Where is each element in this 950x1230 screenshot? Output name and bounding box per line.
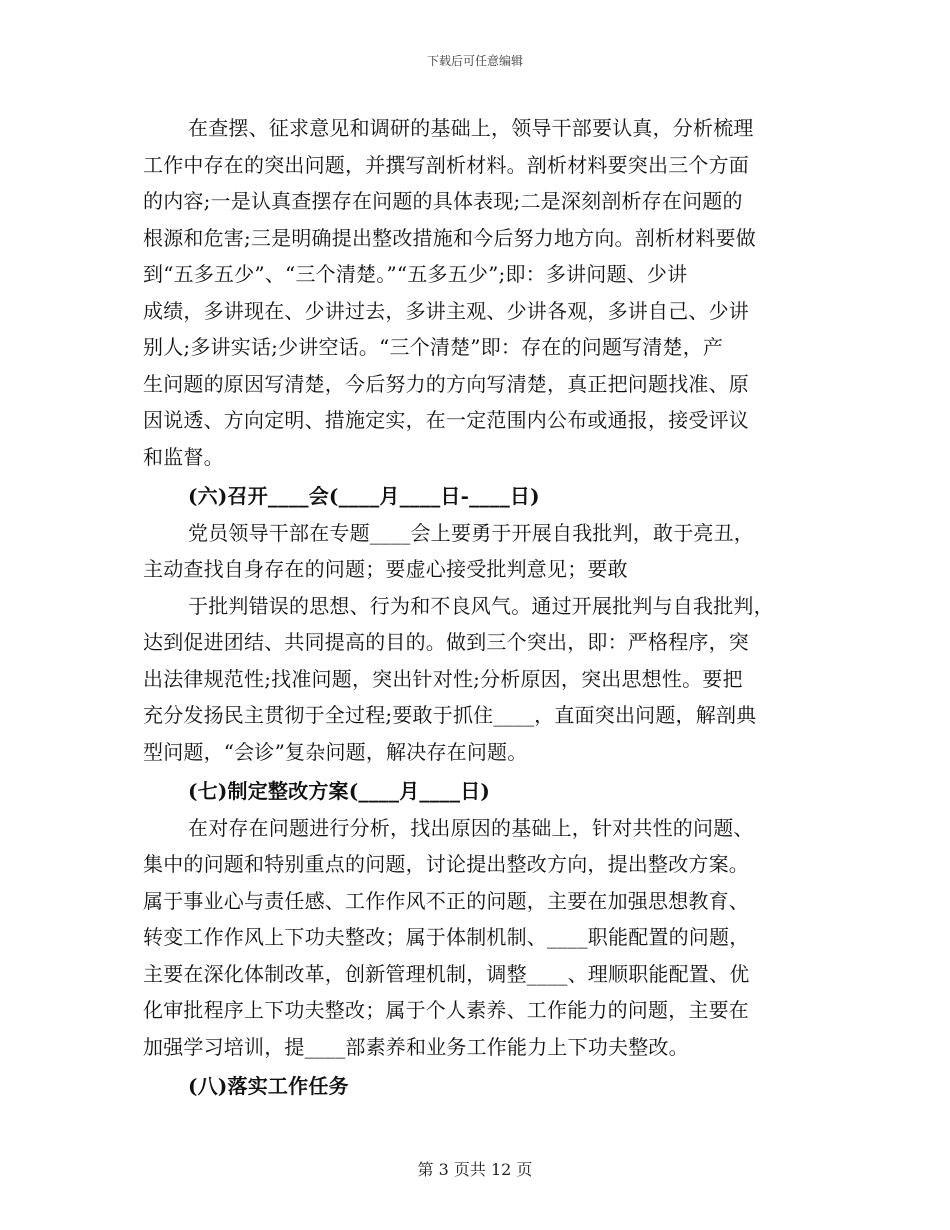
paragraph-line: 充分发扬民主贯彻于全过程;要敢于抓住____，直面突出问题，解剖典 bbox=[143, 703, 757, 727]
paragraph-line: 出法律规范性;找准问题，突出针对性;分析原因，突出思想性。要把 bbox=[143, 666, 743, 691]
document-body bbox=[143, 110, 803, 1105]
paragraph-line: 到“五多五少”、“三个清楚。”“五多五少”;即：多讲问题、少讲 bbox=[143, 262, 688, 286]
section-heading: (八)落实工作任务 bbox=[188, 1074, 349, 1098]
paragraph-line: 生问题的原因写清楚，今后努力的方向写清楚，真正把问题找准、原 bbox=[143, 371, 749, 396]
paragraph-line: 别人;多讲实话;少讲空话。“三个清楚”即：存在的问题写清楚，产 bbox=[143, 335, 724, 359]
section-heading: (六)召开____会(____月____日-____日) bbox=[188, 484, 540, 508]
paragraph-line: 因说透、方向定明、措施定实，在一定范围内公布或通报，接受评议 bbox=[143, 408, 749, 432]
paragraph-line: 主要在深化体制改革，创新管理机制，调整____、理顺职能配置、优 bbox=[143, 961, 750, 986]
paragraph-line: 和监督。 bbox=[143, 444, 224, 469]
page-header: 下载后可任意编辑 bbox=[426, 54, 523, 68]
paragraph-line: 加强学习培训，提____部素养和业务工作能力上下功夫整改。 bbox=[143, 1034, 689, 1059]
section-heading: (七)制定整改方案(____月____日) bbox=[188, 779, 491, 803]
paragraph-line: 属于事业心与责任感、工作作风不正的问题，主要在加强思想教育、 bbox=[143, 888, 749, 913]
paragraph-line: 工作中存在的突出问题，并撰写剖析材料。剖析材料要突出三个方面 bbox=[143, 152, 749, 177]
paragraph-line: 的内容;一是认真查摆存在问题的具体表现;二是深刻剖析存在问题的 bbox=[143, 189, 743, 213]
paragraph-line: 成绩，多讲现在、少讲过去，多讲主观、少讲各观，多讲自己、少讲 bbox=[143, 298, 749, 323]
paragraph-line: 根源和危害;三是明确提出整改措施和今后努力地方向。剖析材料要做 bbox=[143, 225, 756, 250]
paragraph-line: 在对存在问题进行分析，找出原因的基础上，针对共性的问题、 bbox=[188, 815, 754, 840]
paragraph-line: 于批判错误的思想、行为和不良风气。通过开展批判与自我批判， bbox=[188, 593, 774, 618]
paragraph-line: 转变工作作风上下功夫整改；属于体制机制、____职能配置的问题， bbox=[143, 925, 750, 949]
paragraph-line: 党员领导干部在专题____会上要勇于开展自我批判，敢于亮丑， bbox=[188, 520, 754, 545]
page-footer: 第 3 页共 12 页 bbox=[417, 1160, 533, 1179]
paragraph-line: 化审批程序上下功夫整改；属于个人素养、工作能力的问题，主要在 bbox=[143, 998, 749, 1022]
paragraph-line: 在查摆、征求意见和调研的基础上，领导干部要认真，分析梳理 bbox=[188, 116, 754, 140]
paragraph-line: 集中的问题和特别重点的问题，讨论提出整改方向，提出整改方案。 bbox=[143, 852, 749, 876]
paragraph-line: 型问题，“会诊”复杂问题，解决存在问题。 bbox=[143, 739, 528, 764]
paragraph-line: 主动查找自身存在的问题；要虚心接受批判意见；要敢 bbox=[143, 557, 628, 581]
paragraph-line: 达到促进团结、共同提高的目的。做到三个突出，即：严格程序，突 bbox=[143, 630, 749, 654]
